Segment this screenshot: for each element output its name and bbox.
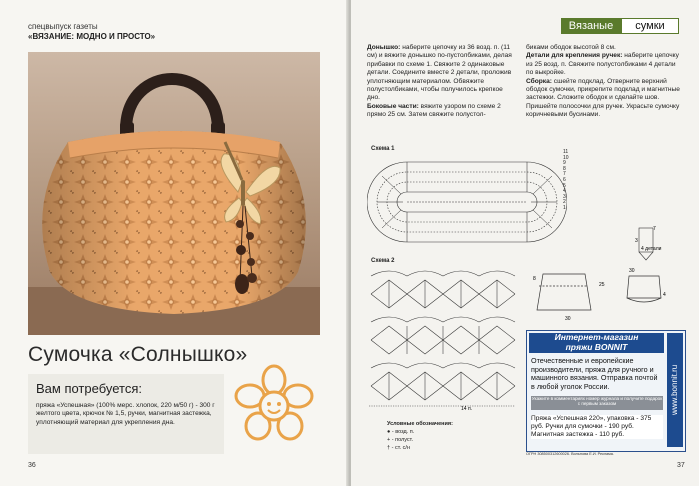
half-stitch-symbol: + — [387, 437, 391, 443]
handle-detail-diagram — [609, 224, 669, 264]
ad-small-note: Укажите в комментариях номер журнала и получите подарок с первым заказом — [531, 396, 663, 410]
scheme-1-diagram — [367, 154, 567, 250]
ad-price-1: Пряжа «Успешная 220», упаковка - 375 руб. Ручки для сумочки - 190 руб. — [531, 415, 652, 430]
row-number: 8 — [563, 165, 566, 172]
right-page — [351, 0, 699, 486]
ad-footer: ОГРН 308500312600026. Вольнова Е.И. Реклама. — [526, 452, 614, 456]
row-number: 6 — [563, 176, 566, 183]
dim-7: 7 — [653, 226, 656, 232]
ad-website[interactable]: www.bonnit.ru — [667, 333, 683, 447]
row-number: 3 — [563, 193, 566, 200]
row-number: 10 — [563, 154, 569, 161]
bottom-heading: Донышко: — [367, 44, 401, 51]
magazine-title: «ВЯЗАНИЕ: МОДНО И ПРОСТО» — [28, 32, 156, 41]
scheme-2-diagram — [367, 266, 517, 412]
handle-parts-heading: Детали для крепления ручек: — [526, 52, 623, 60]
dim-25: 25 — [599, 282, 605, 288]
crochet-bag-illustration — [28, 52, 320, 335]
sides-heading: Боковые части: — [367, 102, 419, 110]
text-column-2 — [526, 44, 684, 120]
scheme-2-label: Схема 2 — [371, 258, 395, 264]
scheme-1-label: Схема 1 — [371, 146, 395, 152]
section-tag-bags: сумки — [621, 18, 679, 34]
ad-header — [529, 333, 664, 353]
ad-text: Отечественные и европейские производители, пряжа для ручного и машинного вязания. Отправка почтой в любой уголок России. — [531, 356, 658, 391]
ad-header-line-1: Интернет-магазин — [554, 332, 639, 342]
section-tag-knitted: Вязаные — [561, 18, 621, 34]
text-column-1 — [367, 44, 515, 120]
row-number: 4 — [563, 188, 566, 195]
row-number: 9 — [563, 160, 566, 167]
ad-header-line-2: пряжи BONNIT — [565, 341, 628, 352]
flower-icon — [232, 364, 316, 448]
air-loop-symbol: ● — [387, 429, 391, 435]
legend-heading: Условные обозначения: — [387, 421, 453, 427]
detail-count: 4 детали — [641, 246, 662, 252]
row-number: 2 — [563, 199, 566, 206]
row-number: 11 — [563, 149, 569, 155]
bottom-text: наберите цепочку из 36 возд. п. (11 см) и вяжите донышко по-пустолбиками, делая прибавки по схеме 1. Свяжите 2 одинаковые детали. Соедините вместе 2 детали, проложив уплотняющим материалом. Обвяжите полустолбиками, чтобы получилось крепкое дно. — [367, 44, 512, 102]
dim-8: 8 — [533, 276, 536, 282]
ad-prices — [531, 415, 663, 439]
dim-3: 3 — [635, 238, 638, 244]
row-number: 1 — [563, 204, 566, 211]
pattern-title: Сумочка «Солнышко» — [28, 343, 248, 366]
dim-4: 4 — [663, 292, 666, 298]
bonnit-ad — [526, 330, 686, 452]
ad-price-2: Магнитная застежка - 110 руб. — [531, 431, 625, 438]
materials-heading: Вам потребуется: — [36, 381, 142, 396]
materials-text: пряжа «Успешная» (100% мерс. хлопок, 220 м/50 г) - 300 г желтого цвета, крючок № 1,5, ручки, магнитная застежка, уплотняющий материал для укрепления дна. — [36, 402, 215, 426]
dc-symbol: † — [387, 445, 391, 451]
row-number: 5 — [563, 182, 566, 189]
rim-text: биками ободок высотой 8 см. — [526, 44, 616, 51]
handle-parts-text: наберите цепочку из 25 возд. п. Свяжите полустолбиками 4 детали по выкройке. — [526, 52, 679, 77]
page-number-left: 36 — [28, 462, 36, 469]
legend — [387, 420, 453, 452]
series-label: спецвыпуск газеты — [28, 22, 98, 31]
row-numbers — [563, 150, 569, 212]
legend-dc: - ст. с/н — [391, 445, 410, 451]
assembly-heading: Сборка: — [526, 77, 552, 85]
dim-30-bottom: 30 — [565, 316, 571, 322]
assembly-text: сшейте подклад. Отверните верхний ободок сумочки, прикрепите подклад и магнитные застежки. Сложите ободок и сделайте шов. Пришейте полосочки для ручек. Украсьте сумочку коричневыми бусинами. — [526, 77, 680, 119]
sides-text: вяжите узором по схеме 2 прямо 25 см. Затем свяжите полустол- — [367, 102, 501, 119]
materials-box — [28, 374, 224, 454]
bag-photo — [28, 52, 320, 335]
legend-air-loop: - возд. п. — [391, 429, 415, 435]
dim-30-top: 30 — [629, 268, 635, 274]
page-number-right: 37 — [677, 462, 685, 469]
left-page — [0, 0, 349, 486]
legend-half-stitch: - полуст. — [391, 437, 414, 443]
rapport-label: 14 п. — [461, 406, 473, 412]
row-number: 7 — [563, 171, 566, 178]
